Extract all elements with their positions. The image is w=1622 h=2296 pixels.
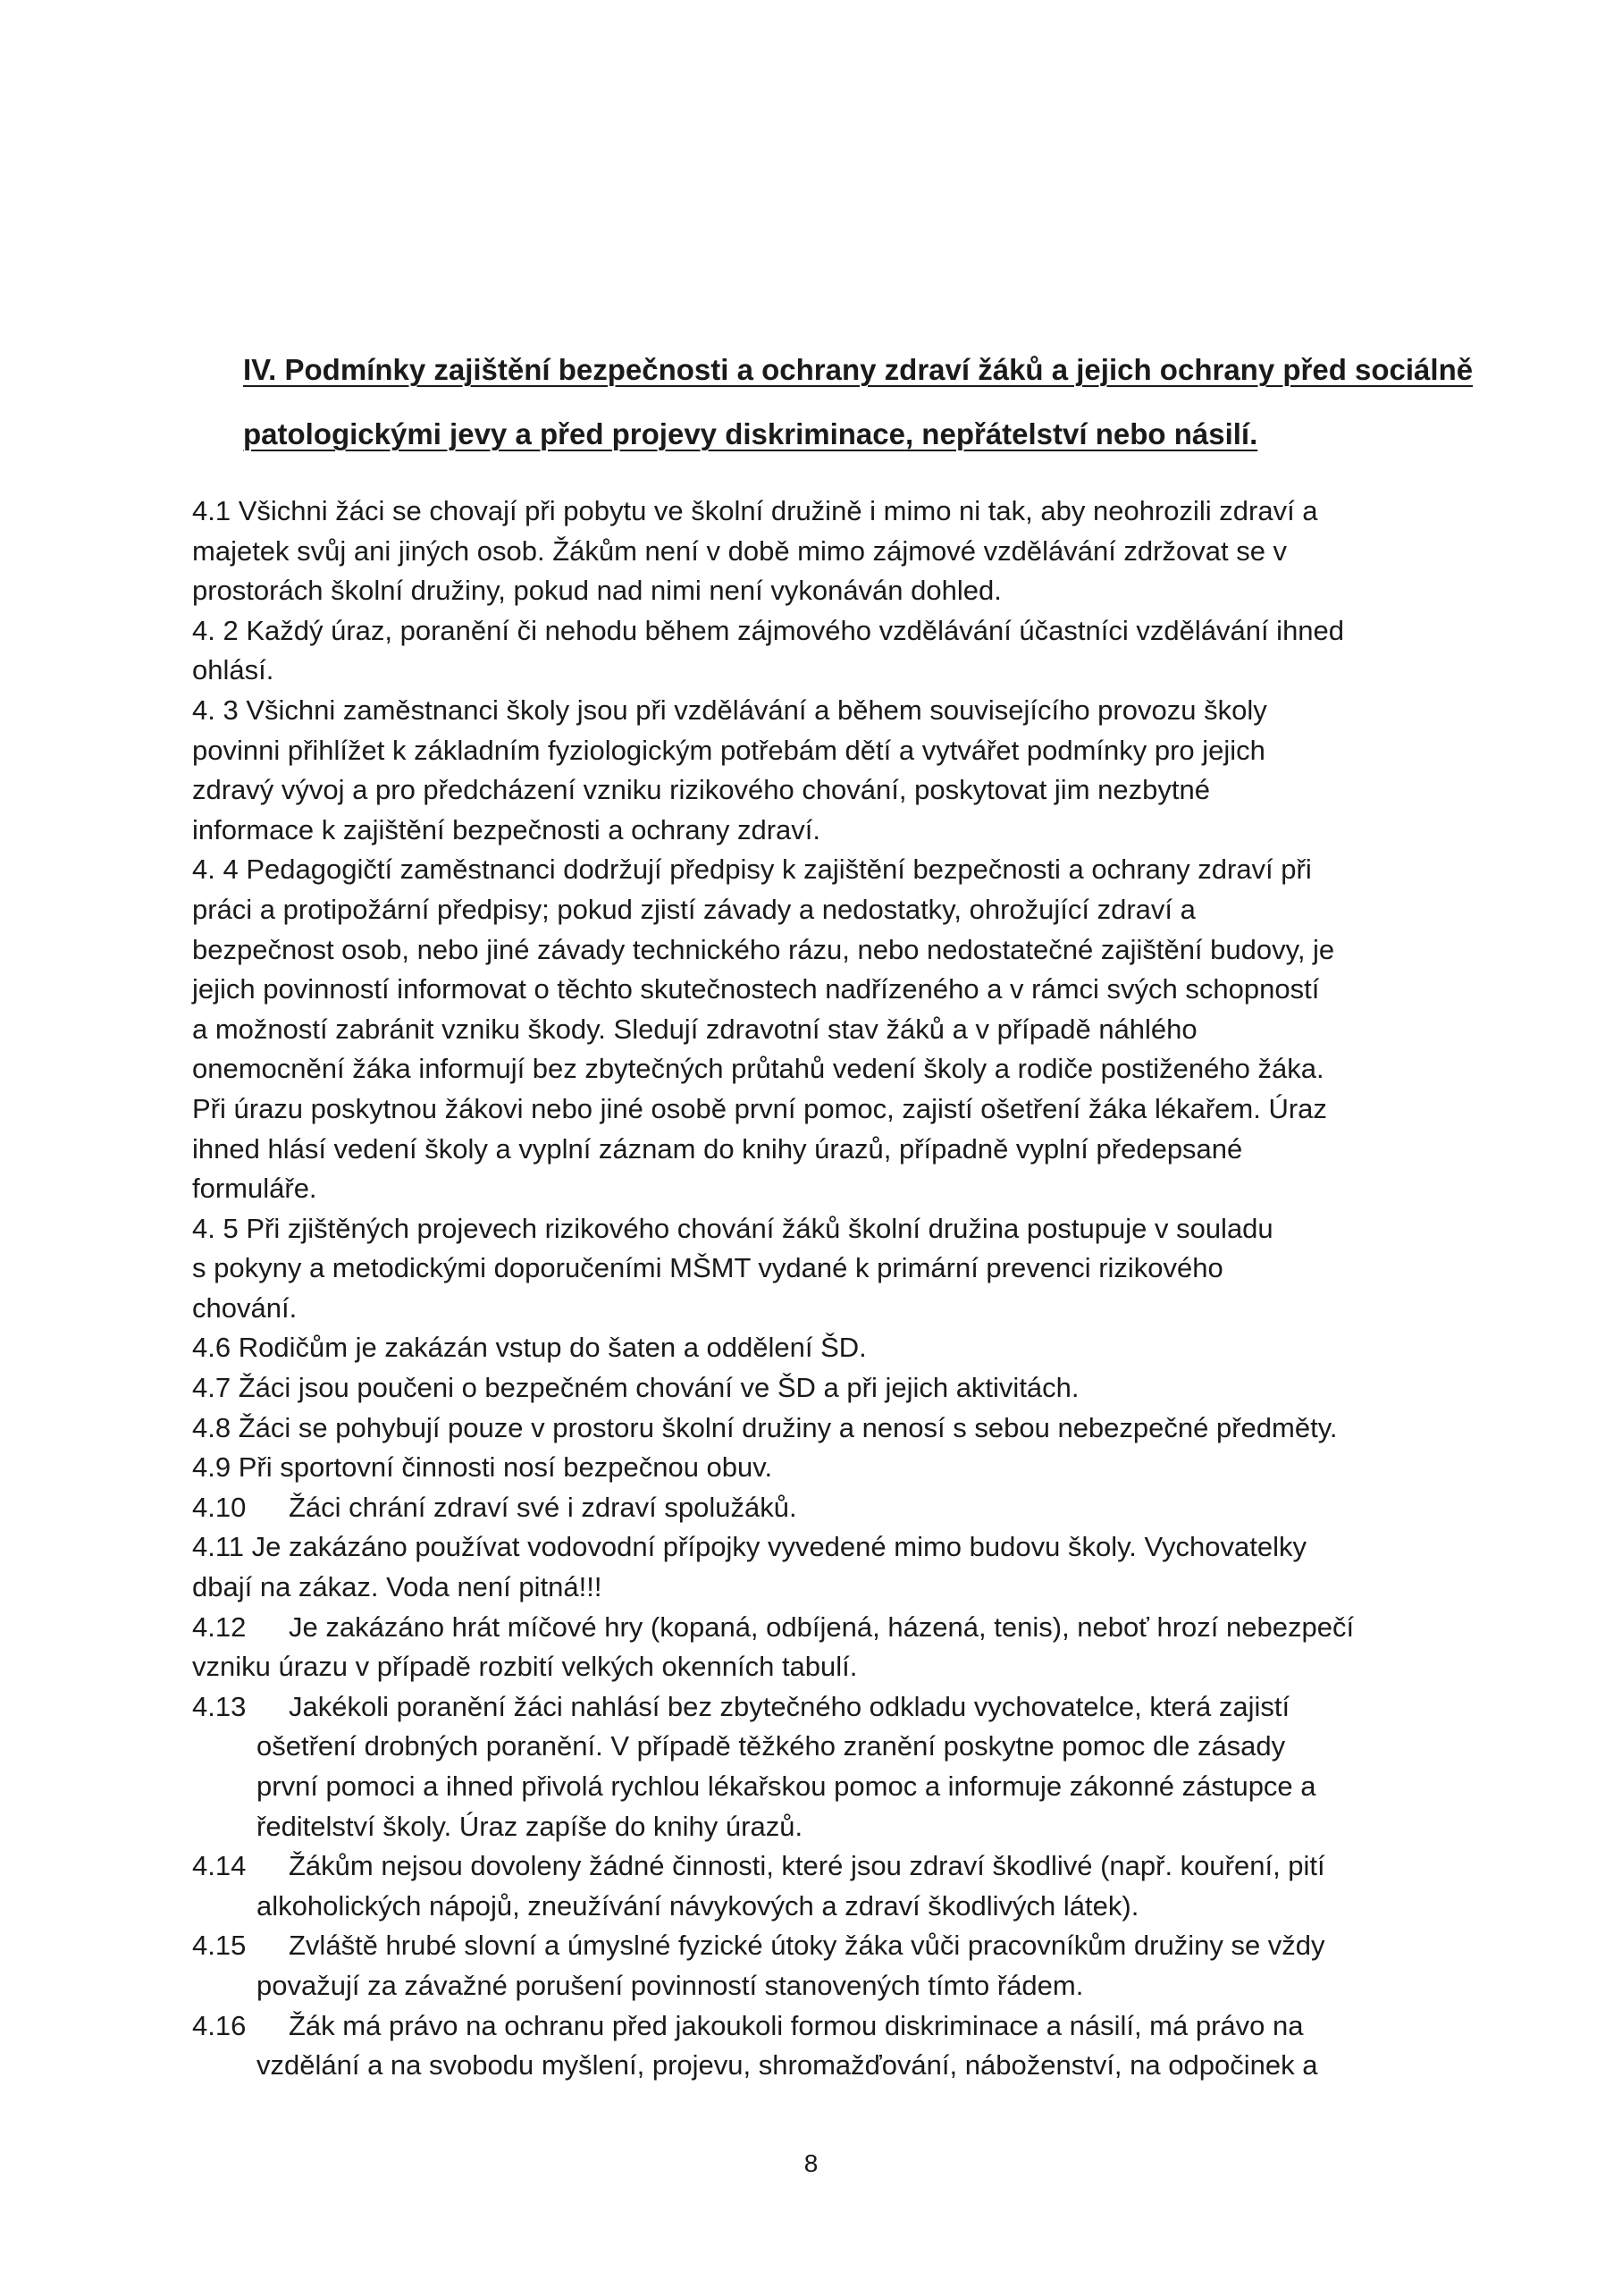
text-line: Při úrazu poskytnou žákovi nebo jiné osobě první pomoc, zajistí ošetření žáka lékařem. Úraz <box>192 1092 1327 1124</box>
paragraph-4-14 <box>192 1846 1443 1926</box>
text-line: onemocnění žáka informují bez zbytečných průtahů vedení školy a rodiče postiženého žáka. <box>192 1053 1324 1085</box>
paragraph-4-3 <box>192 691 1443 850</box>
text-line: vzniku úrazu v případě rozbití velkých okenních tabulí. <box>192 1651 858 1683</box>
section-heading <box>243 338 1474 467</box>
paragraph-4-10 <box>192 1488 1443 1528</box>
paragraph-4-7 <box>192 1368 1443 1409</box>
item-first-line <box>192 2006 1443 2047</box>
text-line: ohlásí. <box>192 654 274 686</box>
text-line: prostorách školní družiny, pokud nad nimi není vykonáván dohled. <box>192 575 1002 607</box>
item-number: 4.12 <box>192 1611 247 1643</box>
item-continuation-line: považují za závažné porušení povinností stanovených tímto řádem. <box>256 1969 1084 2001</box>
paragraph-4-5 <box>192 1209 1443 1329</box>
text-line: majetek svůj ani jiných osob. Žákům není v době mimo zájmové vzdělávání zdržovat se v <box>192 534 1288 567</box>
paragraph-4-12 <box>192 1608 1443 1687</box>
text-line: 4. 3 Všichni zaměstnanci školy jsou při vzdělávání a během souvisejícího provozu školy <box>192 694 1267 726</box>
item-text: Žákům nejsou dovoleny žádné činnosti, které jsou zdraví škodlivé (např. kouření, pití <box>289 1850 1325 1882</box>
text-line: 4.9 Při sportovní činnosti nosí bezpečnou obuv. <box>192 1451 773 1484</box>
text-line: 4.11 Je zakázáno používat vodovodní přípojky vyvedené mimo budovu školy. Vychovatelky <box>192 1531 1307 1563</box>
text-line: jejich povinností informovat o těchto skutečnostech nadřízeného a v rámci svých schopností <box>192 973 1320 1005</box>
paragraph-4-1 <box>192 492 1443 611</box>
heading-line-2: patologickými jevy a před projevy diskriminace, nepřátelství nebo násilí. <box>243 417 1258 450</box>
text-line: s pokyny a metodickými doporučeními MŠMT vydané k primární prevenci rizikového <box>192 1252 1223 1284</box>
item-text: Zvláště hrubé slovní a úmyslné fyzické útoky žáka vůči pracovníkům družiny se vždy <box>289 1930 1325 1962</box>
heading-line-1: IV. Podmínky zajištění bezpečnosti a ochrany zdraví žáků a jejich ochrany před sociálně <box>243 353 1474 386</box>
text-line: informace k zajištění bezpečnosti a ochrany zdraví. <box>192 813 821 845</box>
item-continuation-line: vzdělání a na svobodu myšlení, projevu, shromažďování, náboženství, na odpočinek a <box>256 2049 1318 2082</box>
item-text: Jakékoli poranění žáci nahlásí bez zbytečného odkladu vychovatelce, která zajistí <box>289 1690 1290 1722</box>
paragraph-4-6 <box>192 1328 1443 1368</box>
item-text: Žák má právo na ochranu před jakoukoli formou diskriminace a násilí, má právo na <box>289 2009 1304 2041</box>
text-line: zdravý vývoj a pro předcházení vzniku rizikového chování, poskytovat jim nezbytné <box>192 774 1210 806</box>
text-line: ihned hlásí vedení školy a vyplní záznam do knihy úrazů, případně vyplní předepsané <box>192 1132 1243 1165</box>
text-line: 4. 5 Při zjištěných projevech rizikového chování žáků školní družina postupuje v souladu <box>192 1212 1273 1244</box>
body-text <box>192 492 1443 2086</box>
item-number: 4.13 <box>192 1690 247 1722</box>
item-first-line <box>192 1846 1443 1887</box>
item-continuation-line: alkoholických nápojů, zneužívání návykových a zdraví škodlivých látek). <box>256 1889 1139 1922</box>
paragraph-4-13 <box>192 1687 1443 1846</box>
paragraph-4-8 <box>192 1409 1443 1449</box>
item-first-line <box>192 1488 1443 1528</box>
item-number: 4.14 <box>192 1850 247 1882</box>
text-line: chování. <box>192 1291 298 1324</box>
text-line: bezpečnost osob, nebo jiné závady technického rázu, nebo nedostatečné zajištění budovy, je <box>192 933 1335 965</box>
item-continuation-line: první pomoci a ihned přivolá rychlou lékařskou pomoc a informuje zákonné zástupce a <box>256 1770 1316 1802</box>
paragraph-4-4 <box>192 850 1443 1208</box>
text-line: práci a protipožární předpisy; pokud zjistí závady a nedostatky, ohrožující zdraví a <box>192 893 1196 925</box>
item-text: Je zakázáno hrát míčové hry (kopaná, odbíjená, házená, tenis), neboť hrozí nebezpečí <box>289 1611 1355 1643</box>
item-number: 4.15 <box>192 1930 247 1962</box>
item-text: Žáci chrání zdraví své i zdraví spolužáků. <box>289 1491 797 1523</box>
paragraph-4-2 <box>192 611 1443 691</box>
item-continuation-line: ošetření drobných poranění. V případě těžkého zranění poskytne pomoc dle zásady <box>256 1730 1286 1762</box>
item-first-line <box>192 1926 1443 1966</box>
text-line: a možností zabránit vzniku škody. Sledují zdravotní stav žáků a v případě náhlého <box>192 1013 1198 1045</box>
item-number: 4.16 <box>192 2009 247 2041</box>
item-continuation-line: ředitelství školy. Úraz zapíše do knihy úrazů. <box>256 1810 803 1842</box>
item-first-line <box>192 1608 1443 1648</box>
paragraph-4-9 <box>192 1448 1443 1488</box>
item-first-line <box>192 1687 1443 1728</box>
text-line: 4.8 Žáci se pohybují pouze v prostoru školní družiny a nenosí s sebou nebezpečné předměty. <box>192 1411 1338 1443</box>
text-line: 4. 4 Pedagogičtí zaměstnanci dodržují předpisy k zajištění bezpečnosti a ochrany zdraví při <box>192 854 1312 886</box>
page-number: 8 <box>803 2149 819 2177</box>
paragraph-4-11 <box>192 1527 1443 1607</box>
text-line: povinni přihlížet k základním fyziologickým potřebám dětí a vytvářet podmínky pro jejich <box>192 734 1265 766</box>
paragraph-4-16 <box>192 2006 1443 2086</box>
text-line: dbají na zákaz. Voda není pitná!!! <box>192 1571 602 1603</box>
text-line: 4.1 Všichni žáci se chovají při pobytu ve školní družině i mimo ni tak, aby neohrozili zdraví a <box>192 495 1318 526</box>
paragraph-4-15 <box>192 1926 1443 2006</box>
text-line: formuláře. <box>192 1173 317 1205</box>
text-line: 4.7 Žáci jsou poučeni o bezpečném chování ve ŠD a při jejich aktivitách. <box>192 1372 1080 1404</box>
text-line: 4.6 Rodičům je zakázán vstup do šaten a oddělení ŠD. <box>192 1332 867 1364</box>
item-number: 4.10 <box>192 1491 247 1523</box>
text-line: 4. 2 Každý úraz, poranění či nehodu během zájmového vzdělávání účastníci vzdělávání ihned <box>192 614 1345 646</box>
